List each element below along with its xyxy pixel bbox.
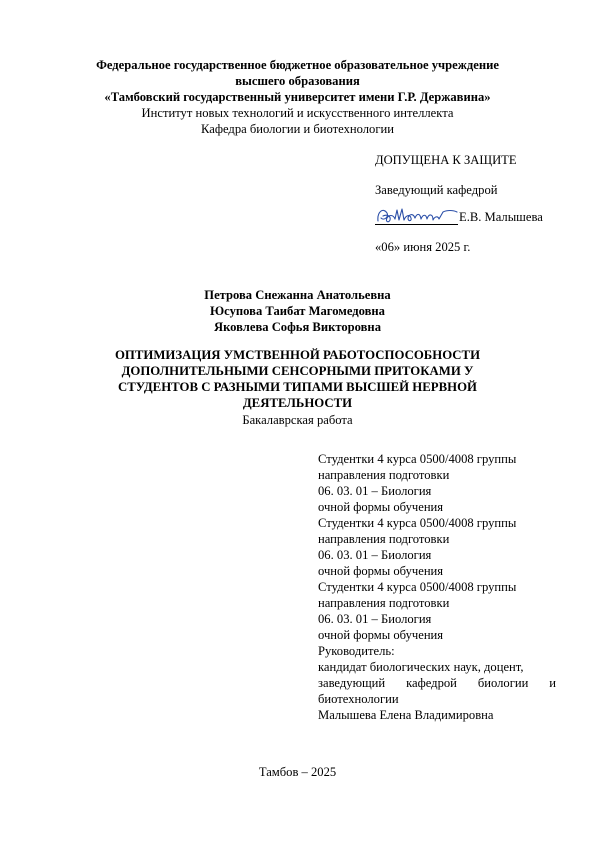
- header-line-2: высшего образования: [235, 74, 360, 88]
- supervisor-degree: кандидат биологических наук, доцент,: [318, 660, 524, 674]
- signatory-name: Е.В. Малышева: [459, 210, 543, 224]
- header-line-1: Федеральное государственное бюджетное образовательное учреждение: [96, 58, 499, 72]
- student-course-line: Студентки 4 курса 0500/4008 группы: [318, 452, 517, 466]
- student-specialty-line: 06. 03. 01 – Биология: [318, 484, 432, 498]
- student-specialty-line: 06. 03. 01 – Биология: [318, 612, 432, 626]
- author-name: Яковлева Софья Викторовна: [213, 320, 381, 334]
- approval-block: [375, 152, 575, 255]
- student-specialty-line: 06. 03. 01 – Биология: [318, 548, 432, 562]
- approval-date: «06» июня 2025 г.: [375, 240, 471, 254]
- work-type: Бакалаврская работа: [242, 413, 353, 427]
- department-name: Кафедра биологии и биотехнологии: [201, 122, 394, 136]
- student-form-line: очной формы обучения: [318, 564, 444, 578]
- signature-line: [375, 206, 458, 225]
- supervisor-position-end: биотехнологии: [318, 692, 399, 706]
- student-direction-line: направления подготовки: [318, 532, 450, 546]
- student-course-line: Студентки 4 курса 0500/4008 группы: [318, 516, 517, 530]
- student-form-line: очной формы обучения: [318, 500, 444, 514]
- author-name: Петрова Снежанна Анатольевна: [204, 288, 391, 302]
- students-info-block: [318, 451, 556, 723]
- student-direction-line: направления подготовки: [318, 468, 450, 482]
- supervisor-label: Руководитель:: [318, 644, 395, 658]
- university-name: «Тамбовский государственный университет имени Г.Р. Державина»: [104, 90, 491, 104]
- approval-status: ДОПУЩЕНА К ЗАЩИТЕ: [375, 153, 517, 167]
- handwritten-signature-icon: [375, 204, 459, 226]
- institution-header: [60, 57, 535, 137]
- institute-name: Институт новых технологий и искусственного интеллекта: [141, 106, 454, 120]
- approval-role: Заведующий кафедрой: [375, 183, 498, 197]
- author-name: Юсупова Таибат Магомедовна: [210, 304, 385, 318]
- student-course-line: Студентки 4 курса 0500/4008 группы: [318, 580, 517, 594]
- student-form-line: очной формы обучения: [318, 628, 444, 642]
- supervisor-name: Малышева Елена Владимировна: [318, 708, 494, 722]
- authors-block: [60, 287, 535, 335]
- city-year: Тамбов – 2025: [258, 765, 337, 779]
- signature-row: [375, 205, 575, 225]
- thesis-title: ОПТИМИЗАЦИЯ УМСТВЕННОЙ РАБОТОСПОСОБНОСТИ ДОПОЛНИТЕЛЬНЫМИ СЕНСОРНЫМИ ПРИТОКАМИ У СТУДЕНТОВ С РАЗНЫМИ ТИПАМИ ВЫСШЕЙ НЕРВНОЙ ДЕЯТЕЛЬНОСТИ: [114, 348, 481, 410]
- supervisor-position: заведующий кафедрой биологии и: [318, 676, 556, 690]
- student-direction-line: направления подготовки: [318, 596, 450, 610]
